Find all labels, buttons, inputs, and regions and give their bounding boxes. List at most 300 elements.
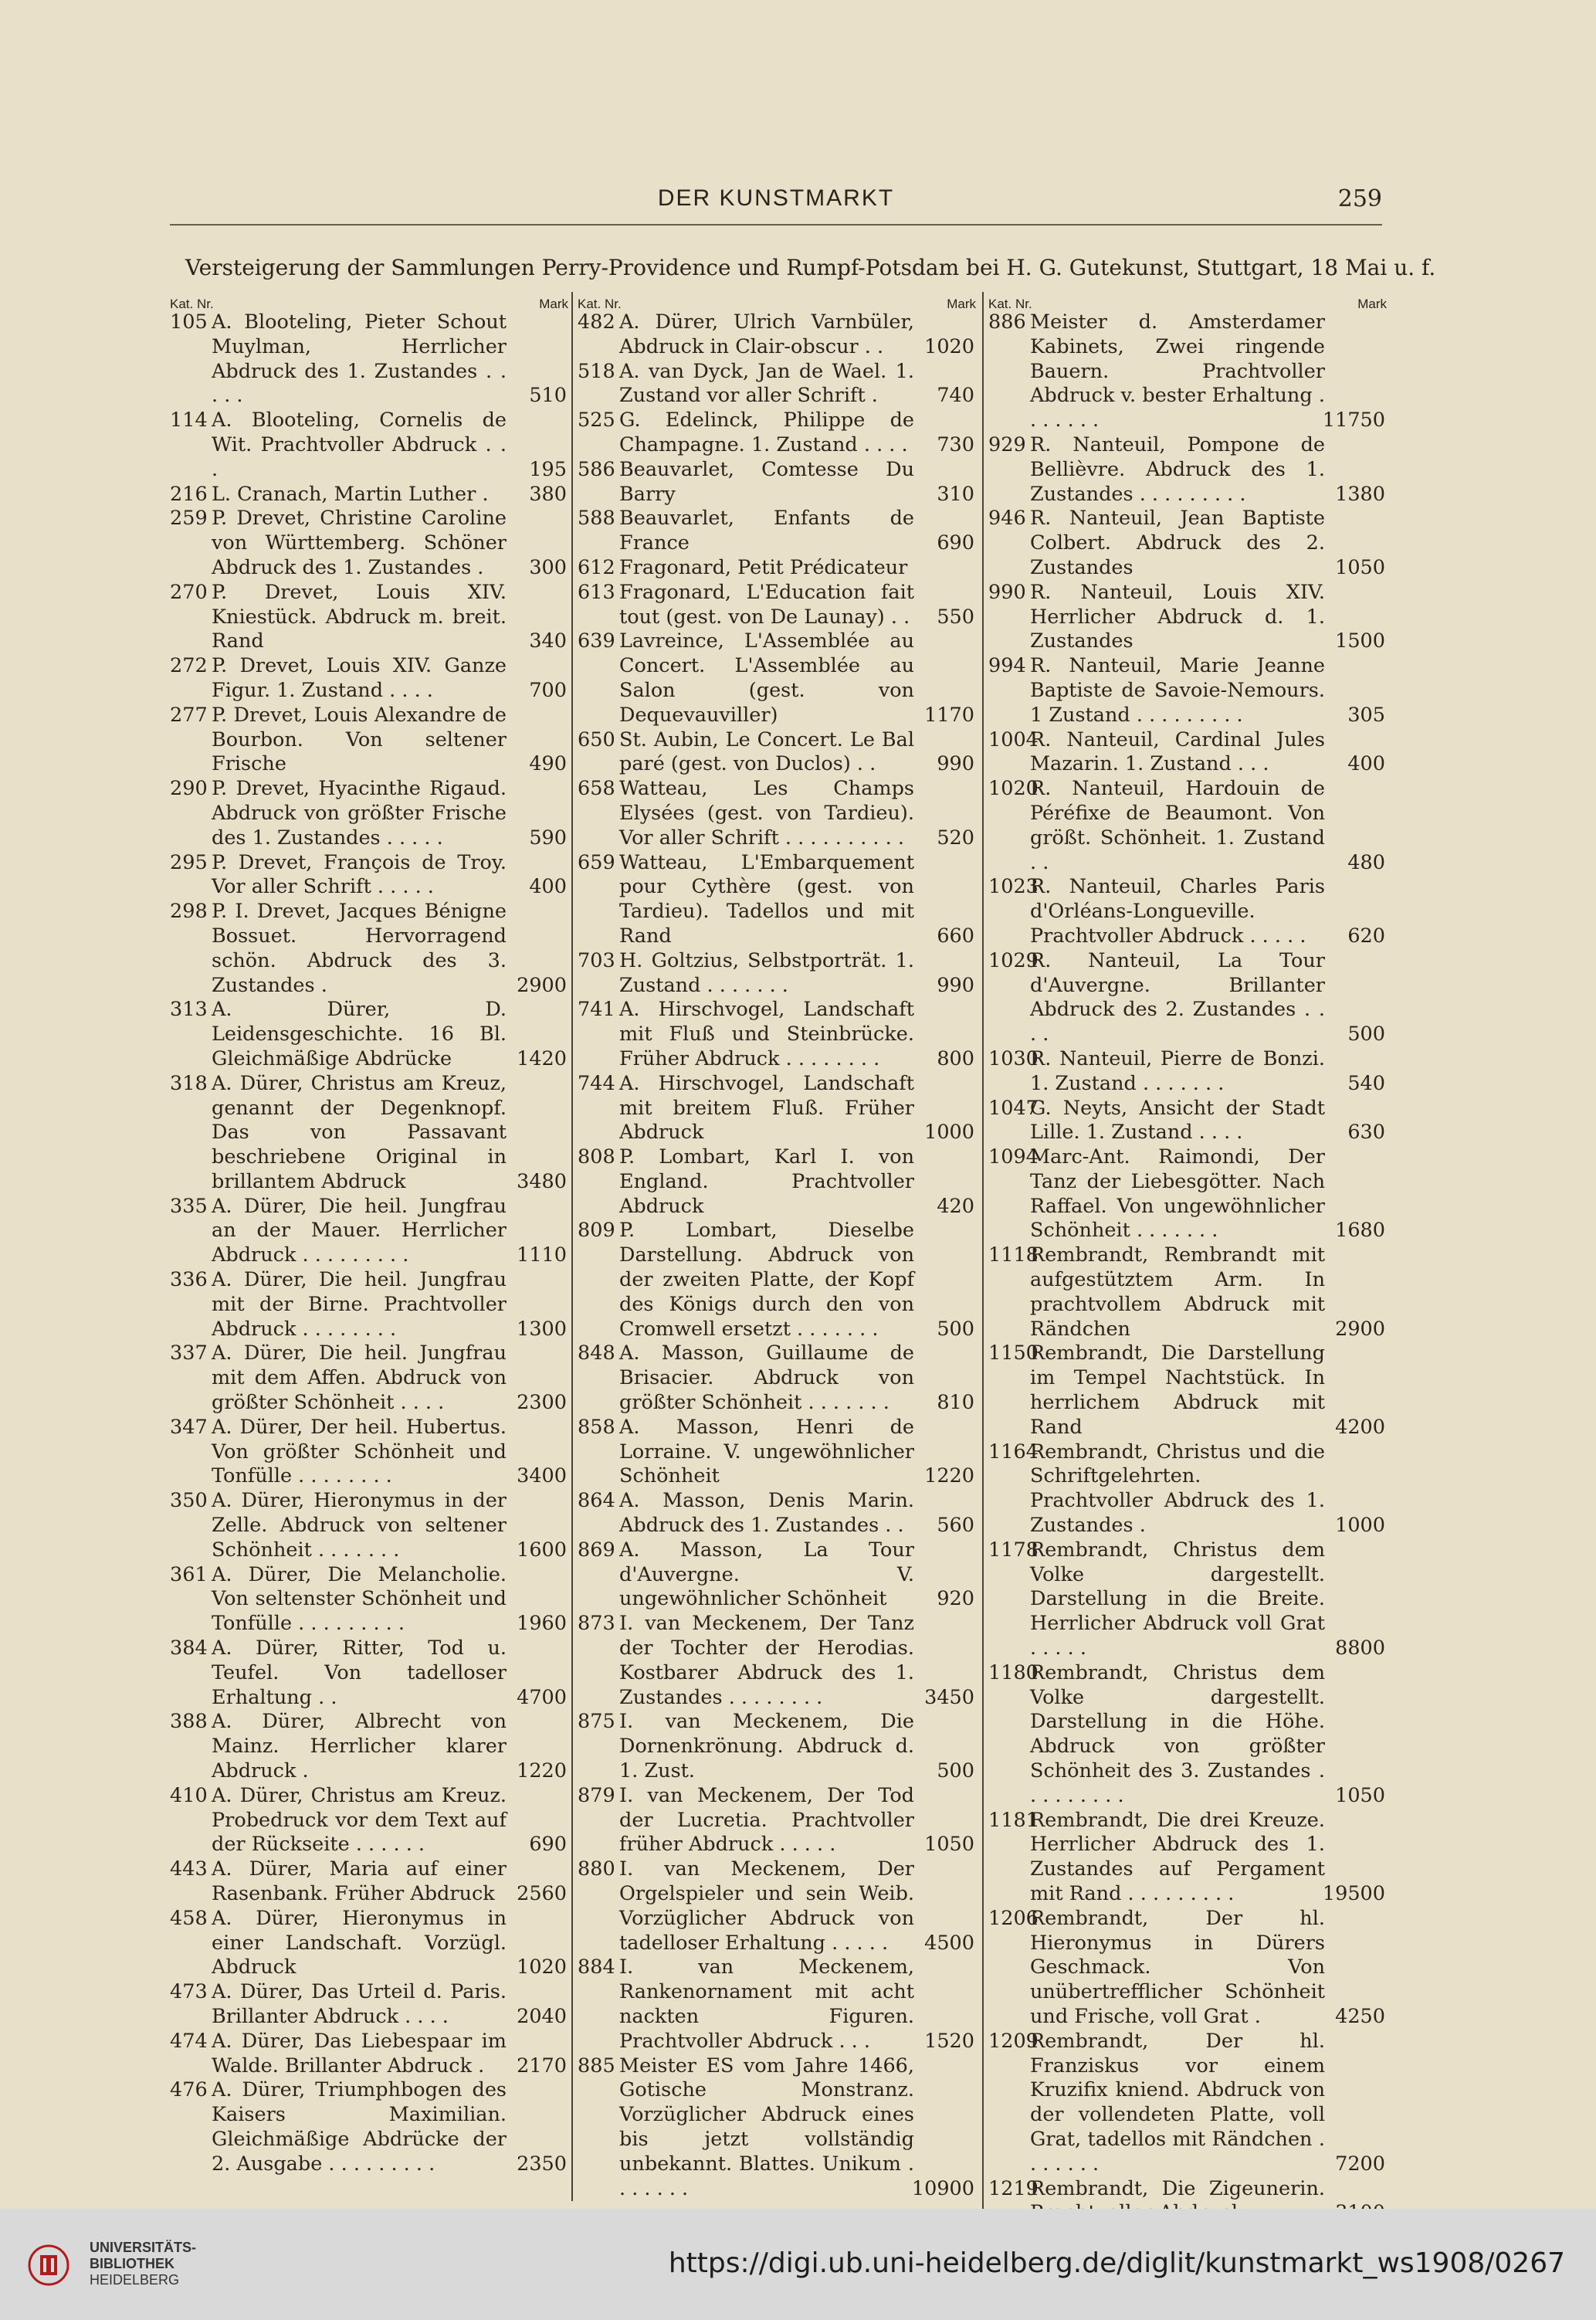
entry-description: A. Masson, Henri de Lorraine. V. ungewöhnlicher Schönheit <box>619 1415 914 1488</box>
catalog-entry <box>984 728 1390 778</box>
entry-description: A. Dürer, Ritter, Tod u. Teufel. Von tadelloser Erhaltung . . <box>212 1637 507 1709</box>
catalog-number: 1209 <box>988 2029 1039 2053</box>
entry-description: H. Goltzius, Selbstporträt. 1. Zustand . . . . . . . <box>619 948 914 997</box>
price-mark: 500 <box>937 1759 974 1783</box>
entry-description: R. Nanteuil, Jean Baptiste Colbert. Abdruck des 2. Zustandes <box>1030 507 1325 579</box>
catalog-entry <box>165 851 571 901</box>
entry-description: Rembrandt, Christus dem Volke dargestellt. Darstellung in die Höhe. Abdruck von größter Schönheit des 3. Zustandes . . . . . . . . . <box>1030 1660 1325 1807</box>
price-mark: 2560 <box>517 1882 567 1905</box>
entry-description: Beauvarlet, Enfants de France <box>619 507 914 555</box>
catalog-number: 388 <box>170 1710 208 1734</box>
price-mark: 400 <box>529 875 567 899</box>
entry-description: Rembrandt, Der hl. Franziskus vor einem Kruzifix kniend. Abdruck von der vollendeten Platte, voll Grat, tadellos mit Rändchen . . . . . . . <box>1030 2029 1325 2176</box>
catalog-number: 298 <box>170 900 208 924</box>
catalog-entry <box>984 1097 1390 1146</box>
entry-description: Watteau, Les Champs Elysées (gest. von Tardieu). Vor aller Schrift . . . . . . . . . . <box>619 777 914 850</box>
entry-description: I. van Meckenem, Rankenornament mit acht nackten Figuren. Prachtvoller Abdruck . . . <box>619 1955 914 2053</box>
price-mark: 2900 <box>1335 1317 1385 1341</box>
catalog-number: 318 <box>170 1071 208 1095</box>
catalog-number: 884 <box>578 1955 615 1979</box>
price-mark: 1050 <box>1335 555 1385 579</box>
library-name-line-3: HEIDELBERG <box>90 2272 180 2288</box>
entry-description: P. Drevet, Louis Alexandre de Bourbon. Von seltener Frische <box>212 703 507 776</box>
catalog-entry <box>165 1072 571 1195</box>
column-header <box>573 292 979 310</box>
catalog-entry <box>573 458 979 507</box>
price-mark: 690 <box>529 1833 567 1857</box>
entry-description: I. van Meckenem, Der Orgelspieler und sein Weib. Vorzüglicher Abdruck von tadelloser Erhaltung . . . . . <box>619 1857 914 1955</box>
catalog-number: 885 <box>578 2054 615 2077</box>
price-mark: 480 <box>1347 850 1385 874</box>
digitization-footer <box>0 2209 1596 2320</box>
column-header-number: Kat. Nr. <box>170 297 214 311</box>
catalog-number: 277 <box>170 703 208 727</box>
catalog-number: 473 <box>170 1980 208 2004</box>
catalog-number: 1029 <box>988 948 1039 972</box>
catalog-entry <box>984 1538 1390 1661</box>
library-name-line-1: UNIVERSITÄTS- <box>90 2240 197 2255</box>
university-library-seal-icon <box>28 2244 69 2286</box>
price-mark: 340 <box>529 629 567 653</box>
catalog-number: 639 <box>578 629 615 653</box>
catalog-number: 1047 <box>988 1096 1039 1120</box>
catalog-entry <box>984 1440 1390 1538</box>
entry-description: Watteau, L'Embarquement pour Cythère (gest. von Tardieu). Tadellos und mit Rand <box>619 850 914 948</box>
entry-description: R. Nanteuil, Pompone de Bellièvre. Abdruck des 1. Zustandes . . . . . . . . . <box>1030 432 1325 506</box>
catalog-number: 1094 <box>988 1145 1039 1169</box>
catalog-number: 105 <box>170 310 208 334</box>
price-mark: 305 <box>1347 703 1385 727</box>
price-mark: 1110 <box>517 1243 567 1267</box>
catalog-number: 474 <box>170 2029 208 2053</box>
catalog-number: 990 <box>988 580 1026 604</box>
catalog-entry <box>165 507 571 580</box>
price-mark: 740 <box>937 384 974 408</box>
catalog-entry <box>573 1072 979 1145</box>
catalog-number: 1004 <box>988 728 1039 751</box>
column-header-price: Mark <box>539 297 568 311</box>
catalog-number: 1219 <box>988 2176 1039 2200</box>
entry-description: P. I. Drevet, Jacques Bénigne Bossuet. Hervorragend schön. Abdruck des 3. Zustandes . <box>212 900 507 997</box>
entry-description: Beauvarlet, Comtesse Du Barry <box>619 457 914 506</box>
catalog-number: 808 <box>578 1145 615 1169</box>
catalog-entry <box>573 1710 979 1783</box>
price-mark: 500 <box>937 1317 974 1341</box>
catalog-number: 295 <box>170 850 208 874</box>
catalog-number: 1206 <box>988 1906 1039 1930</box>
entry-description: P. Drevet, Louis XIV. Kniestück. Abdruck m. breit. Rand <box>212 580 507 653</box>
catalog-entry <box>573 1857 979 1955</box>
catalog-entry <box>165 900 571 998</box>
catalog-number: 1164 <box>988 1440 1039 1464</box>
catalog-entry <box>165 1341 571 1415</box>
catalog-entry <box>165 1637 571 1710</box>
catalog-number: 313 <box>170 998 208 1022</box>
catalog-number: 658 <box>578 777 615 801</box>
entry-description: R. Nanteuil, Hardouin de Péréfixe de Beaumont. Von größt. Schönheit. 1. Zustand . . <box>1030 777 1325 874</box>
price-mark: 1500 <box>1335 629 1385 653</box>
catalog-number: 873 <box>578 1612 615 1636</box>
entry-description: A. Dürer, Christus am Kreuz. Probedruck vor dem Text auf der Rückseite . . . . . . <box>212 1783 507 1857</box>
catalog-entry <box>165 1563 571 1637</box>
entry-description: A. Dürer, Die Melancholie. Von seltenster Schönheit und Tonfülle . . . . . . . . . <box>212 1562 507 1636</box>
price-mark: 1420 <box>517 1046 567 1070</box>
catalog-entry <box>165 1195 571 1268</box>
price-mark: 620 <box>1347 924 1385 948</box>
price-mark: 1300 <box>517 1317 567 1341</box>
price-mark: 3450 <box>924 1685 974 1709</box>
catalog-entry <box>165 1907 571 1980</box>
entry-description: A. Dürer, Triumphbogen des Kaisers Maximilian. Gleichmäßige Abdrücke der 2. Ausgabe . . . . . . . . . <box>212 2078 507 2176</box>
entry-description: A. Dürer, D. Leidensgeschichte. 16 Bl. Gleichmäßige Abdrücke <box>212 998 507 1070</box>
catalog-entry <box>165 1268 571 1341</box>
price-mark: 1960 <box>517 1612 567 1636</box>
catalog-entry <box>165 1489 571 1562</box>
price-mark: 2040 <box>517 2004 567 2028</box>
entry-description: Lavreince, L'Assemblée au Concert. L'Assemblée au Salon (gest. von Dequevauviller) <box>619 629 914 727</box>
price-mark: 560 <box>937 1514 974 1538</box>
catalog-entry <box>573 310 979 360</box>
catalog-number: 259 <box>170 507 208 531</box>
catalog-column-2 <box>571 292 979 2201</box>
column-header <box>165 292 571 310</box>
price-mark: 420 <box>937 1194 974 1218</box>
entry-description: A. Dürer, Hieronymus in einer Landschaft. Vorzügl. Abdruck <box>212 1906 507 1979</box>
entry-description: L. Cranach, Martin Luther . <box>212 482 489 506</box>
catalog-entry <box>573 949 979 999</box>
catalog-number: 384 <box>170 1637 208 1660</box>
price-mark: 550 <box>937 605 974 629</box>
catalog-entry <box>573 1416 979 1489</box>
entry-description: G. Neyts, Ansicht der Stadt Lille. 1. Zustand . . . . <box>1030 1096 1325 1145</box>
catalog-number: 335 <box>170 1194 208 1218</box>
catalog-entry <box>573 581 979 630</box>
catalog-number: 1181 <box>988 1808 1039 1832</box>
price-mark: 1020 <box>924 334 974 358</box>
catalog-column-3 <box>982 292 1390 2226</box>
catalog-entry <box>573 998 979 1071</box>
catalog-number: 361 <box>170 1562 208 1586</box>
entry-description: I. van Meckenem, Der Tanz der Tochter der Herodias. Kostbarer Abdruck des 1. Zustandes . . . . . . . . <box>619 1612 914 1709</box>
catalog-number: 476 <box>170 2078 208 2102</box>
price-mark: 1220 <box>924 1464 974 1488</box>
price-mark: 1020 <box>517 1955 567 1979</box>
catalog-entry <box>573 2054 979 2202</box>
catalog-entry <box>984 1661 1390 1809</box>
catalog-entry <box>165 1857 571 1907</box>
price-mark: 510 <box>529 384 567 408</box>
catalog-number: 880 <box>578 1857 615 1881</box>
entry-description: R. Nanteuil, Charles Paris d'Orléans-Longueville. Prachtvoller Abdruck . . . . . <box>1030 875 1325 948</box>
catalog-entry <box>573 1145 979 1219</box>
catalog-entry <box>165 654 571 704</box>
price-mark: 300 <box>529 555 567 579</box>
entry-description: Rembrandt, Rembrandt mit aufgestütztem Arm. In prachtvollem Abdruck mit Rändchen <box>1030 1243 1325 1341</box>
catalog-number: 1020 <box>988 777 1039 801</box>
catalog-entry <box>165 1980 571 2030</box>
catalog-entry <box>165 998 571 1071</box>
catalog-number: 809 <box>578 1219 615 1243</box>
catalog-number: 586 <box>578 457 615 481</box>
catalog-number: 270 <box>170 580 208 604</box>
catalog-number: 659 <box>578 850 615 874</box>
catalog-entry <box>573 1219 979 1341</box>
entry-description: Fragonard, Petit Prédicateur <box>619 555 908 579</box>
price-mark: 1380 <box>1335 482 1385 506</box>
catalog-entry <box>573 851 979 949</box>
catalog-number: 864 <box>578 1489 615 1513</box>
price-mark: 2300 <box>517 1391 567 1415</box>
price-mark: 3480 <box>517 1169 567 1193</box>
catalog-entry <box>165 409 571 482</box>
price-mark: 1600 <box>517 1538 567 1562</box>
catalog-entry <box>573 1538 979 1612</box>
price-mark: 1050 <box>1335 1783 1385 1807</box>
entry-description: Rembrandt, Christus und die Schriftgelehrten. Prachtvoller Abdruck des 1. Zustandes . <box>1030 1440 1325 1538</box>
entry-description: R. Nanteuil, Marie Jeanne Baptiste de Savoie-Nemours. 1 Zustand . . . . . . . . . <box>1030 654 1325 727</box>
entry-description: Rembrandt, Der hl. Hieronymus in Dürers Geschmack. Von unübertrefflicher Schönheit und Frische, voll Grat . <box>1030 1906 1325 2028</box>
catalog-number: 879 <box>578 1783 615 1807</box>
catalog-number: 410 <box>170 1783 208 1807</box>
catalog-number: 612 <box>578 555 615 579</box>
catalog-number: 588 <box>578 507 615 531</box>
price-mark: 4250 <box>1335 2004 1385 2028</box>
catalog-entry <box>984 1047 1390 1097</box>
catalog-number: 650 <box>578 728 615 751</box>
catalog-entry <box>984 1145 1390 1243</box>
catalog-entry <box>984 581 1390 654</box>
entry-description: A. Blooteling, Cornelis de Wit. Prachtvoller Abdruck . . . <box>212 409 507 481</box>
catalog-entry <box>984 949 1390 1047</box>
catalog-number: 1178 <box>988 1538 1039 1562</box>
entry-description: P. Lombart, Dieselbe Darstellung. Abdruck von der zweiten Platte, der Kopf des Königs durch den von Cromwell ersetzt . . . . . . . <box>619 1219 914 1341</box>
price-mark: 19500 <box>1322 1882 1385 1905</box>
catalog-entry <box>165 483 571 507</box>
catalog-entry <box>573 728 979 778</box>
catalog-number: 875 <box>578 1710 615 1734</box>
entry-description: P. Lombart, Karl I. von England. Prachtvoller Abdruck <box>619 1145 914 1218</box>
price-mark: 1520 <box>924 2029 974 2053</box>
catalog-entry <box>573 507 979 556</box>
price-mark: 380 <box>529 482 567 506</box>
entry-description: A. Masson, Guillaume de Brisacier. Abdruck von größter Schönheit . . . . . . . <box>619 1341 914 1415</box>
entry-description: A. Dürer, Christus am Kreuz, genannt der Degenknopf. Das von Passavant beschriebene Original in brillantem Abdruck <box>212 1071 507 1193</box>
entry-description: A. Masson, La Tour d'Auvergne. V. ungewöhnlicher Schönheit <box>619 1538 914 1611</box>
entry-description: Rembrandt, Christus dem Volke dargestellt. Darstellung in die Breite. Herrlicher Abdruck voll Grat . . . . . <box>1030 1538 1325 1660</box>
entry-description: I. van Meckenem, Der Tod der Lucretia. Prachtvoller früher Abdruck . . . . . <box>619 1783 914 1857</box>
catalog-number: 1180 <box>988 1660 1039 1684</box>
price-mark: 3400 <box>517 1464 567 1488</box>
catalog-entry <box>573 629 979 728</box>
catalog-number: 525 <box>578 409 615 432</box>
price-mark: 920 <box>937 1587 974 1611</box>
catalog-entry <box>984 1341 1390 1440</box>
catalog-number: 518 <box>578 359 615 383</box>
permalink-url[interactable]: https://digi.ub.uni-heidelberg.de/diglit/kunstmarkt_ws1908/0267 <box>668 2247 1565 2279</box>
column-header <box>984 292 1390 310</box>
catalog-number: 114 <box>170 409 208 432</box>
column-header-price: Mark <box>1357 297 1387 311</box>
price-mark: 500 <box>1347 1023 1385 1046</box>
price-mark: 990 <box>937 752 974 776</box>
catalog-number: 272 <box>170 654 208 678</box>
catalog-number: 929 <box>988 432 1026 456</box>
catalog-number: 1150 <box>988 1341 1039 1365</box>
price-mark: 11750 <box>1322 409 1385 432</box>
catalog-entry <box>984 310 1390 433</box>
price-mark: 2350 <box>517 2152 567 2176</box>
catalog-number: 347 <box>170 1415 208 1439</box>
entry-description: A. Dürer, Das Urteil d. Paris. Brillanter Abdruck . . . . <box>212 1980 507 2028</box>
catalog-entry <box>573 1341 979 1415</box>
column-header-number: Kat. Nr. <box>578 297 622 311</box>
catalog-entry <box>573 777 979 850</box>
price-mark: 690 <box>937 531 974 555</box>
catalog-number: 741 <box>578 998 615 1022</box>
entry-description: P. Drevet, François de Troy. Vor aller Schrift . . . . . <box>212 850 507 899</box>
catalog-number: 1023 <box>988 875 1039 899</box>
entry-description: Rembrandt, Die drei Kreuze. Herrlicher Abdruck des 1. Zustandes auf Pergament mit Rand . . . . . . . . . <box>1030 1808 1325 1905</box>
catalog-number: 858 <box>578 1415 615 1439</box>
catalog-entry <box>165 581 571 654</box>
entry-description: Fragonard, L'Education fait tout (gest. von De Launay) . . <box>619 580 914 629</box>
catalog-number: 886 <box>988 310 1026 334</box>
entry-description: G. Edelinck, Philippe de Champagne. 1. Zustand . . . . <box>619 409 914 456</box>
catalog-entry <box>573 360 979 409</box>
catalog-entry <box>573 1612 979 1710</box>
price-mark: 520 <box>937 826 974 850</box>
price-mark: 8800 <box>1335 1637 1385 1660</box>
catalog-number: 443 <box>170 1857 208 1881</box>
catalog-entry <box>573 1955 979 2054</box>
catalog-number: 703 <box>578 948 615 972</box>
catalog-entry <box>165 310 571 409</box>
entry-description: A. Hirschvogel, Landschaft mit Fluß und Steinbrücke. Früher Abdruck . . . . . . . . <box>619 998 914 1070</box>
catalog-entry <box>165 1784 571 1857</box>
price-mark: 1680 <box>1335 1219 1385 1243</box>
catalog-number: 994 <box>988 654 1026 678</box>
catalog-number: 1118 <box>988 1243 1039 1267</box>
catalog-entry <box>165 1416 571 1489</box>
entry-description: A. Dürer, Ulrich Varnbüler, Abdruck in Clair-obscur . . <box>619 310 914 358</box>
price-mark: 195 <box>529 457 567 481</box>
catalog-number: 1030 <box>988 1046 1039 1070</box>
entry-description: R. Nanteuil, Pierre de Bonzi. 1. Zustand . . . . . . . <box>1030 1046 1325 1095</box>
running-head <box>170 185 1382 226</box>
price-mark: 590 <box>529 826 567 850</box>
entry-description: Rembrandt, Die Darstellung im Tempel Nachtstück. In herrlichem Abdruck mit Rand <box>1030 1341 1325 1439</box>
price-mark: 630 <box>1347 1121 1385 1145</box>
entry-description: A. Masson, Denis Marin. Abdruck des 1. Zustandes . . <box>619 1489 914 1538</box>
catalog-number: 336 <box>170 1268 208 1292</box>
catalog-entry <box>165 1710 571 1783</box>
catalog-entry <box>984 433 1390 507</box>
entry-description: St. Aubin, Le Concert. Le Bal paré (gest. von Duclos) . . <box>619 728 914 776</box>
price-mark: 540 <box>1347 1071 1385 1095</box>
column-header-number: Kat. Nr. <box>988 297 1032 311</box>
catalog-number: 337 <box>170 1341 208 1365</box>
catalog-number: 482 <box>578 310 615 334</box>
catalog-entry <box>573 1489 979 1538</box>
entry-description: Rembrandt, Die Zigeunerin. <box>1030 2176 1325 2200</box>
price-mark: 4700 <box>517 1685 567 1709</box>
entry-description: R. Nanteuil, Cardinal Jules Mazarin. 1. Zustand . . . <box>1030 728 1325 776</box>
library-name-line-2: BIBLIOTHEK <box>90 2256 175 2271</box>
price-mark: 490 <box>529 752 567 776</box>
entry-description: A. Dürer, Die heil. Jungfrau mit dem Affen. Abdruck von größter Schönheit . . . . <box>212 1341 507 1415</box>
price-mark: 7200 <box>1335 2152 1385 2176</box>
catalog-entry <box>165 777 571 850</box>
price-mark: 1000 <box>924 1121 974 1145</box>
catalog-entry <box>165 704 571 777</box>
catalog-entry <box>984 2030 1390 2177</box>
catalog-entry <box>165 2030 571 2079</box>
catalog-number: 613 <box>578 580 615 604</box>
price-mark: 1170 <box>924 703 974 727</box>
price-mark: 730 <box>937 432 974 456</box>
entry-description: A. Dürer, Der heil. Hubertus. Von größter Schönheit und Tonfülle . . . . . . . . <box>212 1415 507 1488</box>
catalog-number: 458 <box>170 1906 208 1930</box>
entry-description: I. van Meckenem, Die Dornenkrönung. Abdruck d. 1. Zust. <box>619 1710 914 1783</box>
catalog-entry <box>984 777 1390 875</box>
price-mark: 2170 <box>517 2054 567 2077</box>
price-mark: 4200 <box>1335 1415 1385 1439</box>
catalog-entry <box>984 1243 1390 1341</box>
catalog-number: 216 <box>170 482 208 506</box>
price-mark: 700 <box>529 678 567 702</box>
price-mark: 1220 <box>517 1759 567 1783</box>
price-mark: 660 <box>937 924 974 948</box>
catalog-entry <box>984 654 1390 728</box>
price-mark: 400 <box>1347 752 1385 776</box>
entry-description: Meister d. Amsterdamer Kabinets, Zwei ringende Bauern. Prachtvoller Abdruck v. bester Erhaltung . . . . . . . <box>1030 310 1325 432</box>
catalog-entry <box>573 1784 979 1857</box>
catalog-number: 350 <box>170 1489 208 1513</box>
column-header-price: Mark <box>947 297 976 311</box>
entry-description: A. Dürer, Die heil. Jungfrau mit der Birne. Prachtvoller Abdruck . . . . . . . . <box>212 1268 507 1341</box>
catalog-entry <box>984 507 1390 580</box>
catalog-number: 946 <box>988 507 1026 531</box>
price-mark: 1050 <box>924 1833 974 1857</box>
catalog-number: 869 <box>578 1538 615 1562</box>
entry-description: A. Blooteling, Pieter Schout Muylman, Herrlicher Abdruck des 1. Zustandes . . . . . <box>212 310 507 408</box>
entry-description: R. Nanteuil, Louis XIV. Herrlicher Abdruck d. 1. Zustandes <box>1030 580 1325 653</box>
library-name <box>90 2240 196 2288</box>
entry-description: A. Hirschvogel, Landschaft mit breitem Fluß. Früher Abdruck <box>619 1071 914 1145</box>
catalog-number: 848 <box>578 1341 615 1365</box>
entry-description: A. Dürer, Maria auf einer Rasenbank. Früher Abdruck <box>212 1857 507 1905</box>
auction-heading: Versteigerung der Sammlungen Perry-Providence und Rumpf-Potsdam bei H. G. Gutekunst, Stuttgart, 18 Mai u. f. <box>185 255 1436 280</box>
entry-description: A. Dürer, Das Liebespaar im Walde. Brillanter Abdruck . <box>212 2029 507 2077</box>
price-mark: 10900 <box>911 2176 974 2200</box>
price-mark: 800 <box>937 1046 974 1070</box>
price-mark: 1000 <box>1335 1514 1385 1538</box>
running-title: DER KUNSTMARKT <box>657 185 895 211</box>
entry-description: R. Nanteuil, La Tour d'Auvergne. Brillanter Abdruck des 2. Zustandes . . . . <box>1030 948 1325 1046</box>
entry-description: P. Drevet, Hyacinthe Rigaud. Abdruck von größter Frische des 1. Zustandes . . . . . <box>212 777 507 850</box>
entry-description: A. Dürer, Die heil. Jungfrau an der Mauer. Herrlicher Abdruck . . . . . . . . . <box>212 1194 507 1267</box>
entry-description: P. Drevet, Louis XIV. Ganze Figur. 1. Zustand . . . . <box>212 654 507 702</box>
catalog-column-1 <box>165 292 571 2177</box>
price-mark: 4500 <box>924 1931 974 1955</box>
price-mark: 990 <box>937 973 974 997</box>
page-number: 259 <box>1337 185 1382 212</box>
price-mark: 810 <box>937 1391 974 1415</box>
catalog-entry <box>984 1809 1390 1907</box>
entry-description: A. van Dyck, Jan de Wael. 1. Zustand vor aller Schrift . <box>619 359 914 408</box>
entry-description: A. Dürer, Albrecht von Mainz. Herrlicher klarer Abdruck . <box>212 1710 507 1783</box>
catalog-number: 290 <box>170 777 208 801</box>
